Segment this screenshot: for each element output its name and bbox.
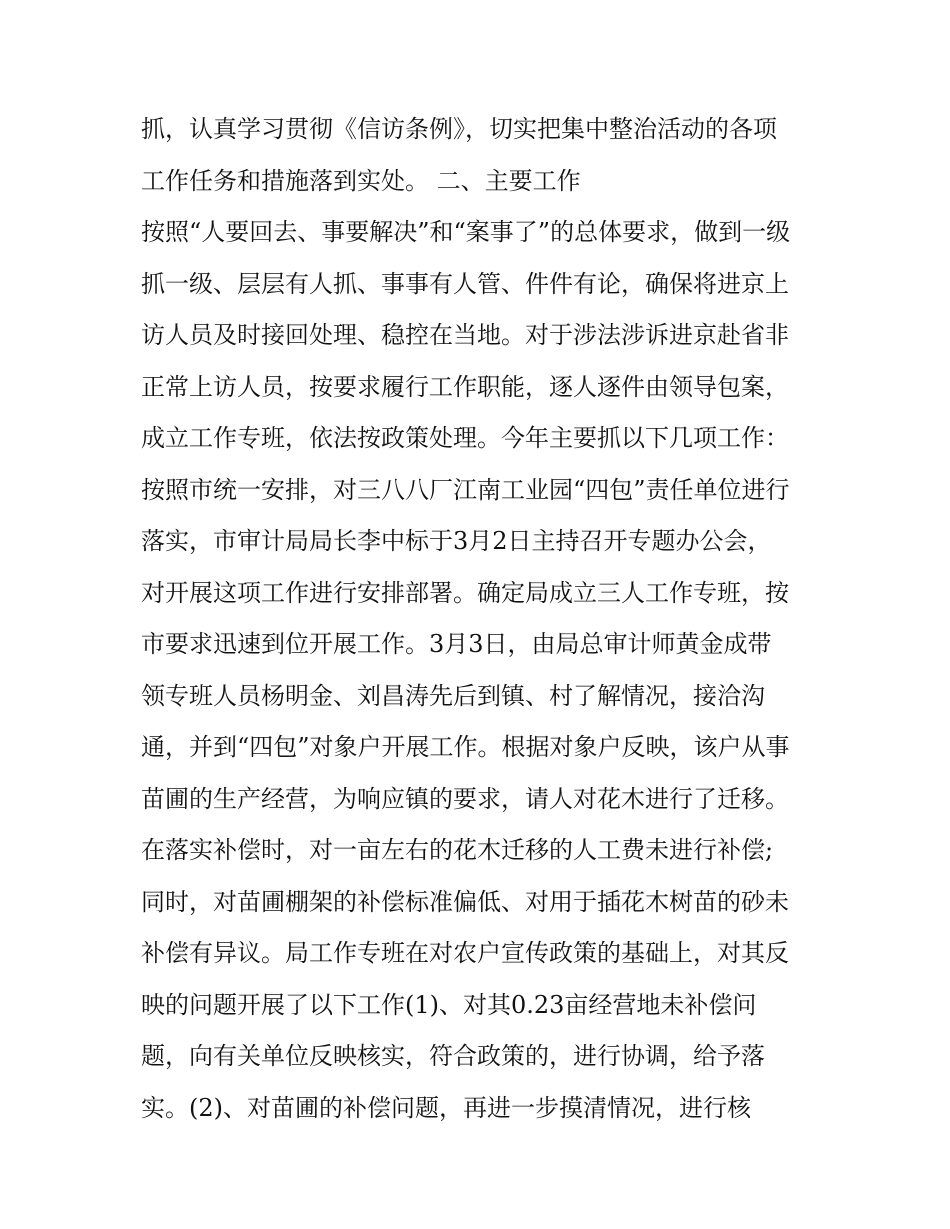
text-line: 按照“人要回去、事要解决”和“案事了”的总体要求，做到一级 bbox=[141, 218, 791, 246]
text-line: 访人员及时接回处理、稳控在当地。对于涉法涉诉进京赴省非 bbox=[141, 321, 789, 349]
text-line: 补偿有异议。局工作专班在对农户宣传政策的基础上，对其反 bbox=[141, 939, 789, 967]
text-line: 成立工作专班，依法按政策处理。今年主要抓以下几项工作： bbox=[141, 424, 789, 452]
text-line: 领专班人员杨明金、刘昌涛先后到镇、村了解情况，接洽沟 bbox=[141, 681, 765, 710]
text-line: 按照市统一安排，对三八八厂江南工业园“四包”责任单位进行 bbox=[141, 475, 790, 504]
text-line: 题，向有关单位反映核实，符合政策的，进行协调，给予落 bbox=[141, 1042, 765, 1070]
text-line: 市要求迅速到位开展工作。3月3日，由局总审计师黄金成带 bbox=[141, 630, 772, 658]
text-line: 落实，市审计局局长李中标于3月2日主持召开专题办公会， bbox=[141, 527, 772, 555]
text-line: 同时，对苗圃棚架的补偿标准偏低、对用于插花木树苗的砂未 bbox=[141, 887, 789, 916]
text-line: 抓一级、层层有人抓、事事有人管、件件有论，确保将进京上 bbox=[141, 269, 789, 298]
text-line: 苗圃的生产经营，为响应镇的要求，请人对花木进行了迁移。 bbox=[141, 784, 789, 813]
text-line: 对开展这项工作进行安排部署。确定局成立三人工作专班，按 bbox=[141, 578, 789, 607]
text-line: 工作任务和措施落到实处。 二、主要工作 bbox=[141, 166, 581, 195]
text-line: 抓，认真学习贯彻《信访条例》，切实把集中整治活动的各项 bbox=[141, 115, 777, 143]
text-line: 映的问题开展了以下工作(1)、对其0.23亩经营地未补偿问 bbox=[141, 990, 757, 1019]
text-line: 通，并到“四包”对象户开展工作。根据对象户反映，该户从事 bbox=[141, 733, 790, 761]
text-line: 实。(2)、对苗圃的补偿问题，再进一步摸清情况，进行核 bbox=[141, 1093, 751, 1122]
text-line: 正常上访人员，按要求履行工作职能，逐人逐件由领导包案， bbox=[141, 372, 789, 401]
text-line: 在落实补偿时，对一亩左右的花木迁移的人工费未进行补偿; bbox=[141, 836, 774, 864]
body-text bbox=[141, 104, 841, 1134]
